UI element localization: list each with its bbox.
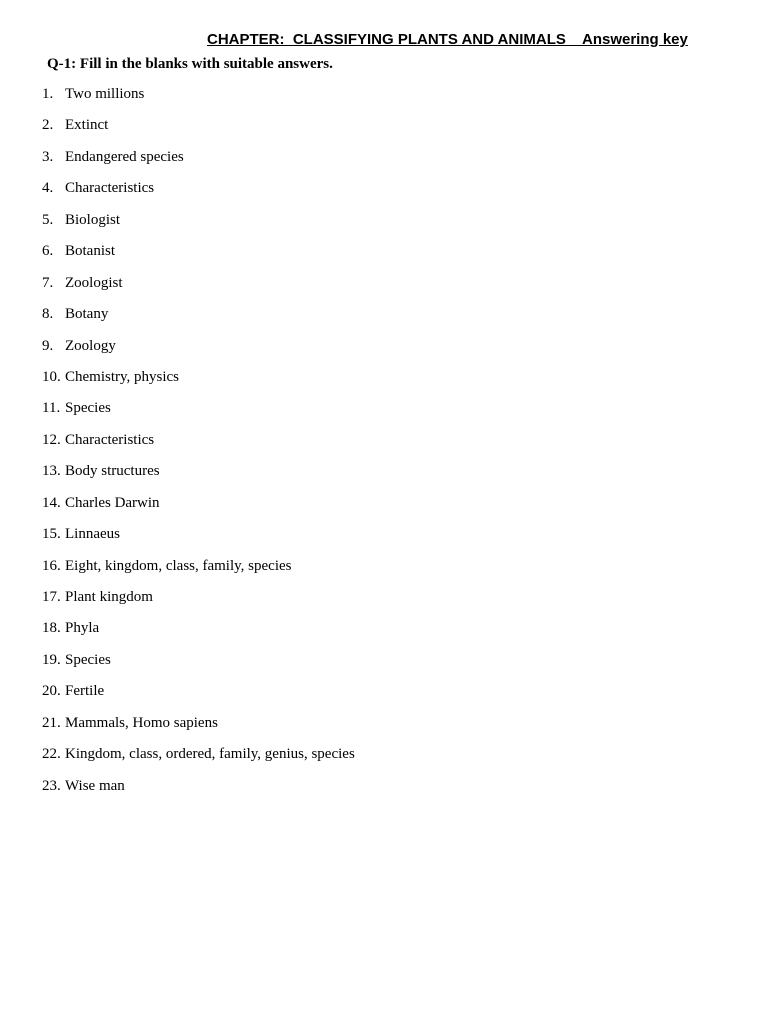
answer-text: Plant kingdom [65,589,153,605]
list-item [42,274,355,305]
answer-number: 8. [42,306,54,323]
answer-number: 20. [42,683,61,700]
answer-number: 1. [42,86,54,102]
list-item [42,777,355,808]
answer-number: 5. [42,211,54,228]
answer-text: Species [65,651,111,668]
list-item [42,305,355,336]
list-item [42,431,355,462]
document-title: CHAPTER: CLASSIFYING PLANTS AND ANIMALS Answering key [207,31,688,48]
answer-text: Phyla [65,620,100,637]
answer-number: 23. [42,777,61,794]
list-item [42,148,355,179]
answer-number: 16. [42,557,61,574]
answer-text: Mammals, Homo sapiens [65,714,218,731]
answer-text: Biologist [65,211,121,228]
list-item [42,651,355,682]
list-item [42,682,355,713]
answer-text: Body structures [65,463,160,480]
list-item [42,462,355,493]
question-heading: Q-1: Fill in the blanks with suitable answers. [47,56,333,72]
answer-number: 2. [42,117,54,134]
list-item [42,337,355,368]
list-item [42,745,355,776]
answer-number: 13. [42,463,61,480]
answer-text: Charles Darwin [65,494,160,511]
answer-text: Characteristics [65,180,155,197]
answer-number: 22. [42,746,61,763]
answer-text: Chemistry, physics [65,368,180,385]
list-item [42,588,355,619]
list-item [42,399,355,430]
answer-text: Wise man [65,777,125,794]
list-item [42,714,355,745]
answer-number: 11. [42,400,61,417]
answer-text: Zoology [65,337,116,354]
answer-text: Botanist [65,243,116,260]
list-item [42,211,355,242]
list-item [42,619,355,650]
answer-list [42,85,355,808]
answer-number: 15. [42,526,61,543]
list-item [42,557,355,588]
answer-text: Botany [65,306,109,323]
answer-number: 6. [42,243,54,260]
answer-number: 9. [42,337,54,354]
list-item [42,116,355,147]
answer-text: Zoologist [65,274,123,291]
list-item [42,85,355,116]
list-item [42,242,355,273]
answer-number: 3. [42,148,54,165]
answer-number: 14. [42,494,61,511]
list-item [42,494,355,525]
list-item [42,525,355,556]
answer-number: 10. [42,368,61,385]
answer-text: Species [65,400,111,417]
list-item [42,368,355,399]
answer-number: 19. [42,651,61,668]
answer-number: 12. [42,431,61,448]
list-item [42,179,355,210]
answer-text: Extinct [65,117,109,134]
answer-number: 18. [42,620,61,637]
answer-text: Linnaeus [65,526,120,543]
answer-number: 17. [42,589,61,605]
answer-number: 4. [42,180,54,197]
answer-number: 21. [42,714,61,731]
answer-text: Eight, kingdom, class, family, species [65,557,292,574]
answer-text: Two millions [65,86,145,102]
answer-text: Characteristics [65,431,155,448]
answer-number: 7. [42,274,54,291]
answer-text: Kingdom, class, ordered, family, genius, species [65,746,355,763]
answer-text: Fertile [65,683,105,700]
answer-text: Endangered species [65,148,184,165]
